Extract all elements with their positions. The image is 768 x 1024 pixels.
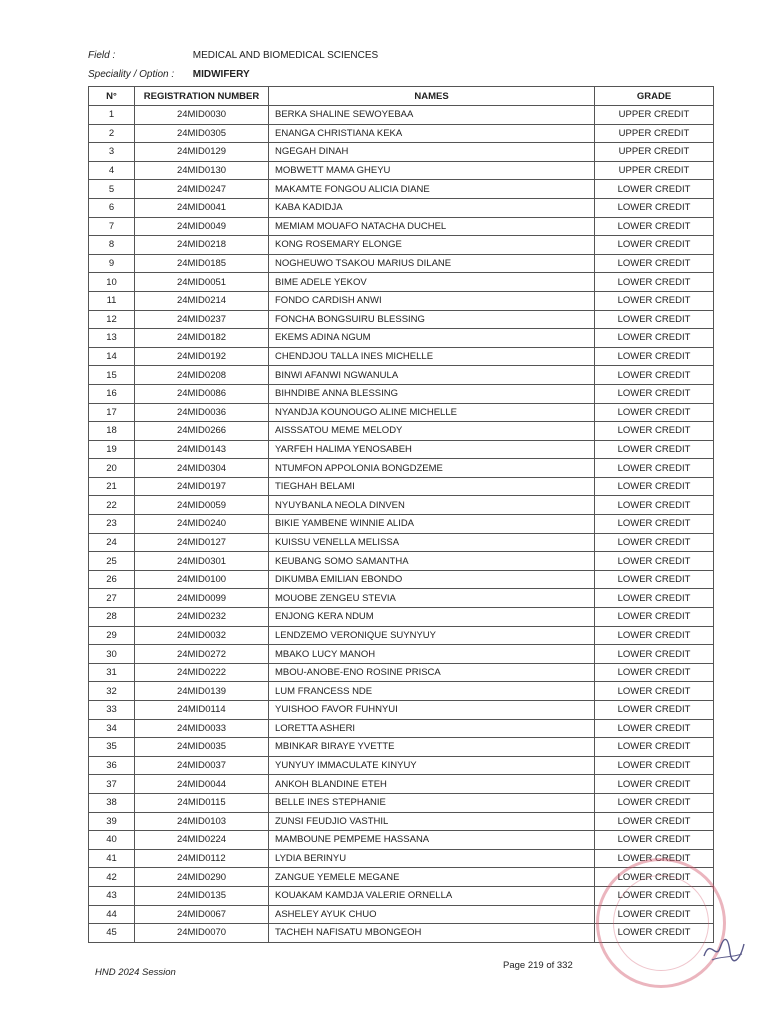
cell-grade: LOWER CREDIT	[595, 384, 714, 403]
cell-number: 16	[89, 384, 135, 403]
cell-name: TIEGHAH BELAMI	[269, 477, 595, 496]
cell-name: KABA KADIDJA	[269, 198, 595, 217]
cell-grade: LOWER CREDIT	[595, 849, 714, 868]
cell-number: 29	[89, 626, 135, 645]
cell-grade: LOWER CREDIT	[595, 459, 714, 478]
cell-number: 34	[89, 719, 135, 738]
cell-registration: 24MID0030	[135, 106, 269, 125]
col-header-grade: GRADE	[595, 87, 714, 106]
table-row	[89, 793, 714, 812]
cell-registration: 24MID0197	[135, 477, 269, 496]
cell-registration: 24MID0127	[135, 533, 269, 552]
cell-grade: UPPER CREDIT	[595, 161, 714, 180]
table-row	[89, 496, 714, 515]
cell-registration: 24MID0143	[135, 440, 269, 459]
cell-name: BIHNDIBE ANNA BLESSING	[269, 384, 595, 403]
cell-number: 27	[89, 589, 135, 608]
speciality-value: MIDWIFERY	[192, 69, 250, 80]
cell-registration: 24MID0059	[135, 496, 269, 515]
cell-grade: LOWER CREDIT	[595, 682, 714, 701]
cell-grade: LOWER CREDIT	[595, 477, 714, 496]
cell-grade: LOWER CREDIT	[595, 422, 714, 441]
table-row	[89, 180, 714, 199]
cell-name: KOUAKAM KAMDJA VALERIE ORNELLA	[269, 886, 595, 905]
cell-number: 24	[89, 533, 135, 552]
cell-number: 7	[89, 217, 135, 236]
cell-registration: 24MID0041	[135, 198, 269, 217]
cell-grade: LOWER CREDIT	[595, 236, 714, 255]
page-number: Page 219 of 332	[503, 960, 573, 971]
cell-grade: LOWER CREDIT	[595, 329, 714, 348]
cell-registration: 24MID0135	[135, 886, 269, 905]
cell-registration: 24MID0099	[135, 589, 269, 608]
cell-number: 22	[89, 496, 135, 515]
cell-registration: 24MID0305	[135, 124, 269, 143]
cell-grade: LOWER CREDIT	[595, 533, 714, 552]
cell-registration: 24MID0032	[135, 626, 269, 645]
results-table	[88, 86, 714, 943]
cell-number: 28	[89, 608, 135, 627]
cell-grade: UPPER CREDIT	[595, 106, 714, 125]
cell-name: BELLE INES STEPHANIE	[269, 793, 595, 812]
cell-registration: 24MID0224	[135, 831, 269, 850]
cell-name: YUISHOO FAVOR FUHNYUI	[269, 701, 595, 720]
cell-number: 14	[89, 347, 135, 366]
cell-number: 17	[89, 403, 135, 422]
cell-grade: LOWER CREDIT	[595, 626, 714, 645]
cell-name: YUNYUY IMMACULATE KINYUY	[269, 756, 595, 775]
cell-grade: LOWER CREDIT	[595, 924, 714, 943]
signature-icon	[700, 930, 748, 970]
cell-number: 31	[89, 663, 135, 682]
cell-grade: LOWER CREDIT	[595, 701, 714, 720]
table-row	[89, 738, 714, 757]
cell-name: NYUYBANLA NEOLA DINVEN	[269, 496, 595, 515]
cell-name: LYDIA BERINYU	[269, 849, 595, 868]
speciality-line	[88, 69, 250, 80]
table-row	[89, 608, 714, 627]
table-row	[89, 422, 714, 441]
field-line	[88, 50, 378, 61]
table-row	[89, 626, 714, 645]
cell-number: 26	[89, 570, 135, 589]
cell-grade: LOWER CREDIT	[595, 570, 714, 589]
cell-registration: 24MID0272	[135, 645, 269, 664]
table-row	[89, 384, 714, 403]
cell-registration: 24MID0044	[135, 775, 269, 794]
cell-registration: 24MID0232	[135, 608, 269, 627]
cell-name: FONCHA BONGSUIRU BLESSING	[269, 310, 595, 329]
table-row	[89, 849, 714, 868]
table-row	[89, 329, 714, 348]
cell-registration: 24MID0185	[135, 254, 269, 273]
cell-name: MAMBOUNE PEMPEME HASSANA	[269, 831, 595, 850]
cell-registration: 24MID0114	[135, 701, 269, 720]
cell-number: 20	[89, 459, 135, 478]
cell-number: 2	[89, 124, 135, 143]
cell-grade: LOWER CREDIT	[595, 589, 714, 608]
table-row	[89, 477, 714, 496]
cell-number: 33	[89, 701, 135, 720]
table-row	[89, 756, 714, 775]
cell-grade: UPPER CREDIT	[595, 143, 714, 162]
cell-registration: 24MID0237	[135, 310, 269, 329]
table-row	[89, 254, 714, 273]
cell-number: 8	[89, 236, 135, 255]
cell-number: 38	[89, 793, 135, 812]
cell-name: BERKA SHALINE SEWOYEBAA	[269, 106, 595, 125]
table-row	[89, 663, 714, 682]
cell-registration: 24MID0218	[135, 236, 269, 255]
table-row	[89, 161, 714, 180]
table-body	[89, 106, 714, 943]
table-row	[89, 273, 714, 292]
cell-registration: 24MID0067	[135, 905, 269, 924]
cell-registration: 24MID0070	[135, 924, 269, 943]
cell-grade: LOWER CREDIT	[595, 366, 714, 385]
cell-number: 32	[89, 682, 135, 701]
cell-grade: LOWER CREDIT	[595, 608, 714, 627]
cell-grade: LOWER CREDIT	[595, 775, 714, 794]
cell-name: ZUNSI FEUDJIO VASTHIL	[269, 812, 595, 831]
cell-registration: 24MID0214	[135, 291, 269, 310]
cell-registration: 24MID0240	[135, 515, 269, 534]
cell-name: CHENDJOU TALLA INES MICHELLE	[269, 347, 595, 366]
cell-name: YARFEH HALIMA YENOSABEH	[269, 440, 595, 459]
cell-name: ZANGUE YEMELE MEGANE	[269, 868, 595, 887]
table-row	[89, 459, 714, 478]
table-row	[89, 719, 714, 738]
cell-number: 13	[89, 329, 135, 348]
cell-name: ASHELEY AYUK CHUO	[269, 905, 595, 924]
cell-registration: 24MID0115	[135, 793, 269, 812]
cell-grade: LOWER CREDIT	[595, 310, 714, 329]
table-row	[89, 106, 714, 125]
cell-registration: 24MID0100	[135, 570, 269, 589]
cell-registration: 24MID0037	[135, 756, 269, 775]
cell-name: MBAKO LUCY MANOH	[269, 645, 595, 664]
cell-name: NTUMFON APPOLONIA BONGDZEME	[269, 459, 595, 478]
cell-registration: 24MID0139	[135, 682, 269, 701]
cell-grade: LOWER CREDIT	[595, 440, 714, 459]
table-row	[89, 366, 714, 385]
col-header-names: NAMES	[269, 87, 595, 106]
cell-registration: 24MID0112	[135, 849, 269, 868]
cell-grade: LOWER CREDIT	[595, 180, 714, 199]
table-row	[89, 645, 714, 664]
cell-name: MBINKAR BIRAYE YVETTE	[269, 738, 595, 757]
cell-registration: 24MID0051	[135, 273, 269, 292]
table-row	[89, 831, 714, 850]
cell-name: DIKUMBA EMILIAN EBONDO	[269, 570, 595, 589]
cell-name: ANKOH BLANDINE ETEH	[269, 775, 595, 794]
cell-number: 6	[89, 198, 135, 217]
cell-grade: LOWER CREDIT	[595, 217, 714, 236]
table-row	[89, 198, 714, 217]
cell-name: LORETTA ASHERI	[269, 719, 595, 738]
cell-name: KONG ROSEMARY ELONGE	[269, 236, 595, 255]
cell-name: TACHEH NAFISATU MBONGEOH	[269, 924, 595, 943]
table-row	[89, 552, 714, 571]
table-row	[89, 589, 714, 608]
cell-name: KEUBANG SOMO SAMANTHA	[269, 552, 595, 571]
cell-grade: LOWER CREDIT	[595, 403, 714, 422]
table-row	[89, 291, 714, 310]
cell-grade: LOWER CREDIT	[595, 645, 714, 664]
cell-number: 25	[89, 552, 135, 571]
cell-grade: LOWER CREDIT	[595, 273, 714, 292]
cell-name: MAKAMTE FONGOU ALICIA DIANE	[269, 180, 595, 199]
cell-number: 23	[89, 515, 135, 534]
cell-grade: LOWER CREDIT	[595, 756, 714, 775]
cell-number: 41	[89, 849, 135, 868]
cell-number: 40	[89, 831, 135, 850]
cell-name: AISSSATOU MEME MELODY	[269, 422, 595, 441]
cell-name: NYANDJA KOUNOUGO ALINE MICHELLE	[269, 403, 595, 422]
table-header-row	[89, 87, 714, 106]
cell-number: 37	[89, 775, 135, 794]
cell-number: 35	[89, 738, 135, 757]
cell-registration: 24MID0036	[135, 403, 269, 422]
table-row	[89, 533, 714, 552]
table-row	[89, 775, 714, 794]
cell-number: 36	[89, 756, 135, 775]
cell-number: 11	[89, 291, 135, 310]
cell-number: 21	[89, 477, 135, 496]
cell-number: 12	[89, 310, 135, 329]
table-row	[89, 347, 714, 366]
table-row	[89, 701, 714, 720]
cell-number: 18	[89, 422, 135, 441]
cell-registration: 24MID0247	[135, 180, 269, 199]
cell-registration: 24MID0208	[135, 366, 269, 385]
cell-grade: LOWER CREDIT	[595, 254, 714, 273]
cell-name: MEMIAM MOUAFO NATACHA DUCHEL	[269, 217, 595, 236]
col-header-number: N°	[89, 87, 135, 106]
cell-name: LUM FRANCESS NDE	[269, 682, 595, 701]
cell-grade: LOWER CREDIT	[595, 738, 714, 757]
cell-number: 15	[89, 366, 135, 385]
cell-number: 30	[89, 645, 135, 664]
cell-number: 19	[89, 440, 135, 459]
cell-registration: 24MID0266	[135, 422, 269, 441]
cell-name: BINWI AFANWI NGWANULA	[269, 366, 595, 385]
table-row	[89, 310, 714, 329]
table-row	[89, 682, 714, 701]
cell-number: 4	[89, 161, 135, 180]
table-row	[89, 570, 714, 589]
field-value: MEDICAL AND BIOMEDICAL SCIENCES	[192, 50, 379, 61]
cell-name: MBOU-ANOBE-ENO ROSINE PRISCA	[269, 663, 595, 682]
cell-registration: 24MID0086	[135, 384, 269, 403]
cell-grade: LOWER CREDIT	[595, 347, 714, 366]
cell-registration: 24MID0129	[135, 143, 269, 162]
cell-grade: UPPER CREDIT	[595, 124, 714, 143]
cell-number: 1	[89, 106, 135, 125]
table-row	[89, 440, 714, 459]
cell-registration: 24MID0035	[135, 738, 269, 757]
cell-number: 45	[89, 924, 135, 943]
cell-number: 39	[89, 812, 135, 831]
cell-name: KUISSU VENELLA MELISSA	[269, 533, 595, 552]
cell-grade: LOWER CREDIT	[595, 291, 714, 310]
cell-registration: 24MID0222	[135, 663, 269, 682]
field-label: Field :	[88, 50, 116, 61]
cell-registration: 24MID0182	[135, 329, 269, 348]
cell-grade: LOWER CREDIT	[595, 496, 714, 515]
cell-registration: 24MID0033	[135, 719, 269, 738]
col-header-registration: REGISTRATION NUMBER	[135, 87, 269, 106]
cell-name: FONDO CARDISH ANWI	[269, 291, 595, 310]
cell-grade: LOWER CREDIT	[595, 198, 714, 217]
cell-name: BIKIE YAMBENE WINNIE ALIDA	[269, 515, 595, 534]
cell-name: MOUOBE ZENGEU STEVIA	[269, 589, 595, 608]
cell-name: LENDZEMO VERONIQUE SUYNYUY	[269, 626, 595, 645]
cell-name: BIME ADELE YEKOV	[269, 273, 595, 292]
cell-grade: LOWER CREDIT	[595, 812, 714, 831]
table-row	[89, 403, 714, 422]
table-row	[89, 124, 714, 143]
cell-number: 9	[89, 254, 135, 273]
cell-grade: LOWER CREDIT	[595, 663, 714, 682]
cell-grade: LOWER CREDIT	[595, 793, 714, 812]
cell-number: 42	[89, 868, 135, 887]
cell-number: 5	[89, 180, 135, 199]
table-row	[89, 812, 714, 831]
cell-name: ENANGA CHRISTIANA KEKA	[269, 124, 595, 143]
table-row	[89, 217, 714, 236]
cell-name: MOBWETT MAMA GHEYU	[269, 161, 595, 180]
cell-grade: LOWER CREDIT	[595, 552, 714, 571]
cell-grade: LOWER CREDIT	[595, 831, 714, 850]
cell-number: 44	[89, 905, 135, 924]
table-row	[89, 236, 714, 255]
cell-grade: LOWER CREDIT	[595, 886, 714, 905]
cell-registration: 24MID0049	[135, 217, 269, 236]
cell-name: NGEGAH DINAH	[269, 143, 595, 162]
cell-grade: LOWER CREDIT	[595, 719, 714, 738]
cell-registration: 24MID0103	[135, 812, 269, 831]
cell-registration: 24MID0130	[135, 161, 269, 180]
table-row	[89, 143, 714, 162]
cell-name: NOGHEUWO TSAKOU MARIUS DILANE	[269, 254, 595, 273]
cell-number: 43	[89, 886, 135, 905]
cell-number: 3	[89, 143, 135, 162]
cell-grade: LOWER CREDIT	[595, 905, 714, 924]
cell-grade: LOWER CREDIT	[595, 515, 714, 534]
speciality-label: Speciality / Option :	[88, 69, 175, 80]
cell-registration: 24MID0304	[135, 459, 269, 478]
cell-registration: 24MID0301	[135, 552, 269, 571]
session-label: HND 2024 Session	[95, 967, 176, 978]
cell-name: ENJONG KERA NDUM	[269, 608, 595, 627]
cell-registration: 24MID0192	[135, 347, 269, 366]
table-row	[89, 515, 714, 534]
cell-grade: LOWER CREDIT	[595, 868, 714, 887]
cell-name: EKEMS ADINA NGUM	[269, 329, 595, 348]
cell-registration: 24MID0290	[135, 868, 269, 887]
cell-number: 10	[89, 273, 135, 292]
